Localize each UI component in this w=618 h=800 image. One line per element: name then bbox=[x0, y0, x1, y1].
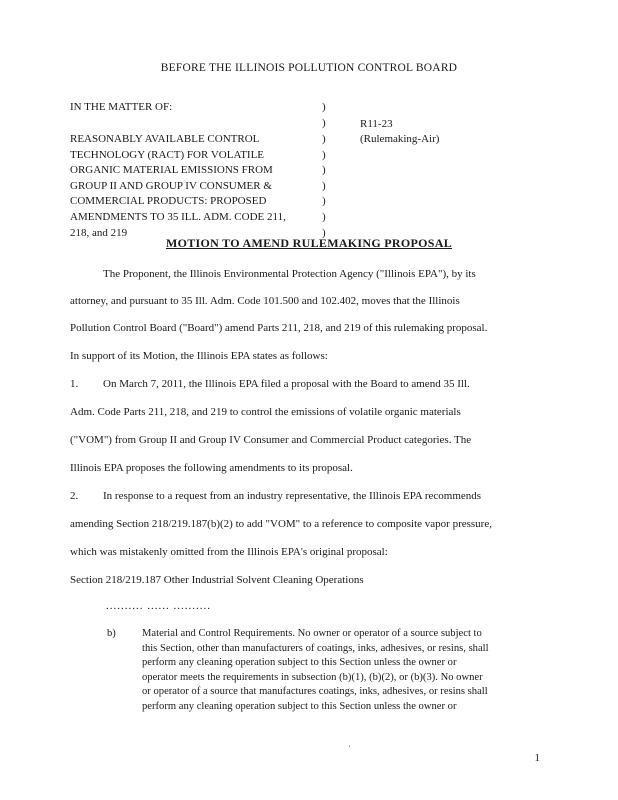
subsection-line: this Section, other than manufacturers of coatings, inks, adhesives, or resins, shall bbox=[142, 642, 489, 654]
body-line: ("VOM") from Group II and Group IV Consumer and Commercial Product categories. The bbox=[70, 434, 472, 446]
body-line: In support of its Motion, the Illinois EPA states as follows: bbox=[70, 350, 328, 362]
caption-paren: ) bbox=[322, 148, 326, 161]
paragraph-number: 2. bbox=[70, 490, 79, 502]
caption-line: ORGANIC MATERIAL EMISSIONS FROM bbox=[70, 164, 273, 177]
docket-number: R11-23 bbox=[360, 118, 393, 130]
body-line: attorney, and pursuant to 35 Ill. Adm. Code 101.500 and 102.402, moves that the Illinois bbox=[70, 295, 460, 307]
subsection-label: b) bbox=[107, 628, 116, 639]
docket-type: (Rulemaking-Air) bbox=[360, 133, 440, 145]
body-line: amending Section 218/219.187(b)(2) to add "VOM" to a reference to composite vapor pressure, bbox=[70, 518, 492, 530]
subsection-line: operator meets the requirements in subsection (b)(1), (b)(2), or (b)(3). No owner bbox=[142, 671, 483, 683]
body-line: The Proponent, the Illinois Environmental Protection Agency ("Illinois EPA"), by its bbox=[103, 268, 476, 280]
caption-paren: ) bbox=[322, 117, 326, 129]
caption-line: AMENDMENTS TO 35 ILL. ADM. CODE 211, bbox=[70, 211, 286, 223]
body-line: On March 7, 2011, the Illinois EPA filed a proposal with the Board to amend 35 Ill. bbox=[103, 378, 470, 390]
caption-paren: ) bbox=[322, 195, 326, 208]
caption-paren: ) bbox=[322, 164, 326, 177]
subsection-line: perform any cleaning operation subject to this Section unless the owner or bbox=[142, 657, 457, 669]
body-line: Illinois EPA proposes the following amendments to its proposal. bbox=[70, 462, 353, 474]
caption-line: COMMERCIAL PRODUCTS: PROPOSED bbox=[70, 195, 267, 208]
stray-mark: · bbox=[348, 742, 351, 751]
body-line: In response to a request from an industry representative, the Illinois EPA recommends bbox=[103, 490, 482, 502]
motion-heading: MOTION TO AMEND RULEMAKING PROPOSAL bbox=[165, 236, 453, 250]
section-heading: Section 218/219.187 Other Industrial Solvent Cleaning Operations bbox=[70, 574, 364, 586]
paragraph-number: 1. bbox=[70, 378, 79, 390]
body-line: which was mistakenly omitted from the Illinois EPA's original proposal: bbox=[70, 546, 388, 558]
document-title: BEFORE THE ILLINOIS POLLUTION CONTROL BOARD bbox=[160, 62, 458, 74]
subsection-line: or operator of a source that manufactures coatings, inks, adhesives, or resins shall bbox=[142, 686, 488, 698]
caption-paren: ) bbox=[322, 101, 326, 113]
caption-paren: ) bbox=[322, 226, 326, 239]
caption-line: TECHNOLOGY (RACT) FOR VOLATILE bbox=[70, 148, 265, 161]
caption-paren: ) bbox=[322, 133, 326, 145]
body-line: Pollution Control Board ("Board") amend Parts 211, 218, and 219 of this rulemaking proposal. bbox=[70, 322, 488, 334]
subsection-line: perform any cleaning operation subject to this Section unless the owner or bbox=[142, 701, 457, 712]
caption-paren: ) bbox=[322, 179, 326, 192]
caption-line: REASONABLY AVAILABLE CONTROL bbox=[70, 133, 260, 145]
subsection-line: Material and Control Requirements. No owner or operator of a source subject to bbox=[142, 628, 482, 639]
caption-line: IN THE MATTER OF: bbox=[70, 101, 173, 113]
caption-paren: ) bbox=[322, 211, 326, 223]
omission-ellipsis: .......... ...... .......... bbox=[106, 600, 211, 612]
body-line: Adm. Code Parts 211, 218, and 219 to control the emissions of volatile organic materials bbox=[70, 406, 461, 418]
page-number: 1 bbox=[534, 752, 540, 764]
caption-line: 218, and 219 bbox=[70, 226, 128, 239]
caption-line: GROUP II AND GROUP IV CONSUMER & bbox=[70, 179, 272, 192]
